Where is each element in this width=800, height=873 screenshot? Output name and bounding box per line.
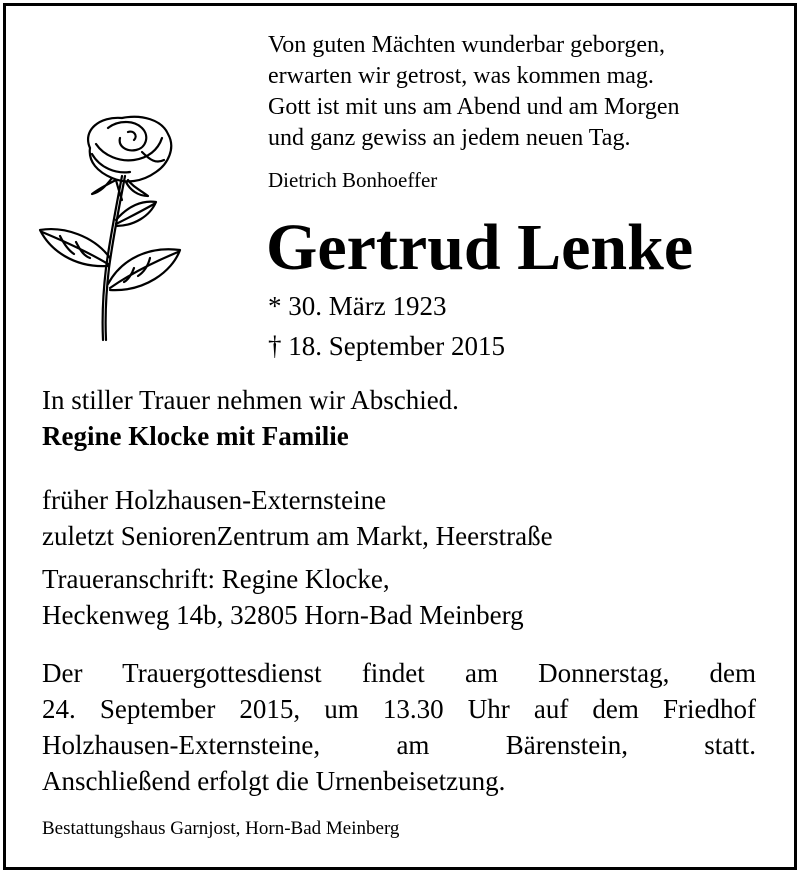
quote-author: Dietrich Bonhoeffer [268,168,438,192]
former-residence: früher Holzhausen-Externsteine [42,485,387,515]
quote-line-2: erwarten wir getrost, was kommen mag. [268,63,654,89]
farewell-text: In stiller Trauer nehmen wir Abschied. [42,385,459,415]
funeral-home: Bestattungshaus Garnjost, Horn-Bad Meinberg [42,818,400,839]
mourners: Regine Klocke mit Familie [42,421,349,451]
service-line-4: Anschließend erfolgt die Urnenbeisetzung. [42,766,506,796]
birth-date: * 30. März 1923 [268,291,447,321]
last-residence: zuletzt SeniorenZentrum am Markt, Heerstraße [42,521,553,551]
service-line-1: Der Trauergottesdienst findet am Donnerstag, dem [42,658,756,688]
quote-line-1: Von guten Mächten wunderbar geborgen, [268,32,666,58]
service-line-3: Holzhausen-Externsteine, am Bärenstein, statt. [42,730,756,760]
death-date: † 18. September 2015 [268,331,505,361]
address-line-2: Heckenweg 14b, 32805 Horn-Bad Meinberg [42,600,524,630]
farewell-block [42,382,762,454]
address-block [42,561,762,633]
service-line-2: 24. September 2015, um 13.30 Uhr auf dem Friedhof [42,694,756,724]
deceased-name: Gertrud Lenke [266,211,694,284]
quote-line-3: Gott ist mit uns am Abend und am Morgen [268,94,680,120]
quote-line-4: und ganz gewiss an jedem neuen Tag. [268,125,631,151]
rose-icon [30,108,200,348]
residence-block [42,482,762,554]
address-line-1: Traueranschrift: Regine Klocke, [42,564,390,594]
service-block [42,655,762,799]
life-dates [268,286,505,366]
quote-block [268,30,768,154]
